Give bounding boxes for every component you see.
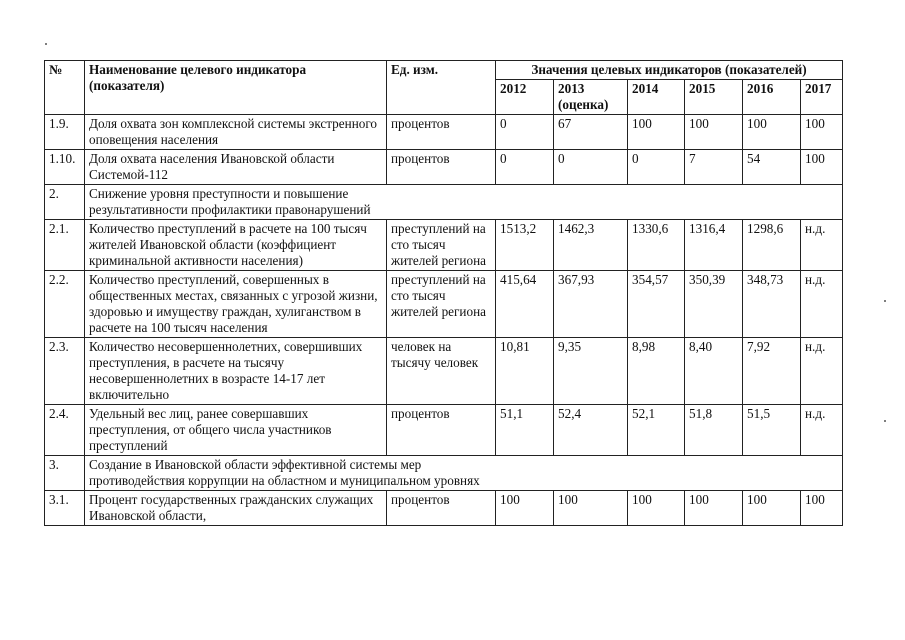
section-num: 3.: [45, 456, 85, 491]
row-name: Количество преступлений в расчете на 100 тысяч жителей Ивановской области (коэффициент криминальной активности населения): [85, 220, 387, 271]
header-year: 2017: [801, 80, 843, 115]
table-row: [45, 405, 843, 456]
row-value: 10,81: [496, 338, 554, 405]
row-value: 100: [628, 491, 685, 526]
row-value: 8,40: [685, 338, 743, 405]
row-unit: преступлений на сто тысяч жителей региона: [387, 271, 496, 338]
header-year: 2013 (оценка): [554, 80, 628, 115]
row-value: 100: [801, 491, 843, 526]
row-value: 0: [496, 150, 554, 185]
row-num: 3.1.: [45, 491, 85, 526]
row-value: 1330,6: [628, 220, 685, 271]
table-header-row: [45, 61, 843, 80]
section-title: [85, 456, 843, 491]
table-row: [45, 220, 843, 271]
row-value: 348,73: [743, 271, 801, 338]
row-unit: процентов: [387, 405, 496, 456]
row-value: 1462,3: [554, 220, 628, 271]
section-title-text: Создание в Ивановской области эффективной системы мер противодействия коррупции на областном и муниципальном уровнях: [89, 457, 480, 488]
row-value: 100: [801, 115, 843, 150]
row-num: 1.10.: [45, 150, 85, 185]
row-value: 52,4: [554, 405, 628, 456]
header-year: 2012: [496, 80, 554, 115]
row-value: 51,1: [496, 405, 554, 456]
row-unit: процентов: [387, 150, 496, 185]
header-name: Наименование целевого индикатора (показателя): [85, 61, 387, 115]
row-value: 0: [554, 150, 628, 185]
row-value: 367,93: [554, 271, 628, 338]
header-values-title: Значения целевых индикаторов (показателей): [496, 61, 843, 80]
section-num: 2.: [45, 185, 85, 220]
row-num: 2.3.: [45, 338, 85, 405]
row-unit: процентов: [387, 491, 496, 526]
row-value: 100: [554, 491, 628, 526]
row-value: 1513,2: [496, 220, 554, 271]
row-value: 350,39: [685, 271, 743, 338]
row-value: 0: [628, 150, 685, 185]
table-row: [45, 271, 843, 338]
row-value: 1316,4: [685, 220, 743, 271]
row-name: Количество преступлений, совершенных в общественных местах, связанных с угрозой жизни, здоровью и имуществу граждан, хулиганством в расчете на 100 тысяч населения: [85, 271, 387, 338]
row-value: 100: [743, 491, 801, 526]
section-row: [45, 185, 843, 220]
table-row: [45, 338, 843, 405]
row-value: 8,98: [628, 338, 685, 405]
section-title: [85, 185, 843, 220]
row-name: Процент государственных гражданских служащих Ивановской области,: [85, 491, 387, 526]
row-value: 7: [685, 150, 743, 185]
header-num: №: [45, 61, 85, 115]
row-value: 100: [685, 115, 743, 150]
header-unit: Ед. изм.: [387, 61, 496, 115]
row-value: 9,35: [554, 338, 628, 405]
row-unit: преступлений на сто тысяч жителей региона: [387, 220, 496, 271]
table-row: [45, 491, 843, 526]
row-value: 100: [801, 150, 843, 185]
scan-speck: [884, 300, 886, 302]
section-title-text: Снижение уровня преступности и повышение результативности профилактики правонарушений: [89, 186, 371, 217]
row-value: 100: [743, 115, 801, 150]
row-unit: процентов: [387, 115, 496, 150]
row-value: 51,8: [685, 405, 743, 456]
row-num: 1.9.: [45, 115, 85, 150]
row-value: 67: [554, 115, 628, 150]
row-value: 52,1: [628, 405, 685, 456]
row-value: н.д.: [801, 338, 843, 405]
row-value: 7,92: [743, 338, 801, 405]
row-value: 54: [743, 150, 801, 185]
row-name: Удельный вес лиц, ранее совершавших преступления, от общего числа участников преступлений: [85, 405, 387, 456]
scan-speck: [45, 43, 47, 45]
header-year: 2015: [685, 80, 743, 115]
row-num: 2.4.: [45, 405, 85, 456]
row-unit: человек на тысячу человек: [387, 338, 496, 405]
row-value: 354,57: [628, 271, 685, 338]
row-name: Количество несовершеннолетних, совершивших преступления, в расчете на тысячу несовершеннолетних в возрасте 14-17 лет включительно: [85, 338, 387, 405]
row-num: 2.2.: [45, 271, 85, 338]
row-value: н.д.: [801, 220, 843, 271]
header-year: 2016: [743, 80, 801, 115]
row-value: 1298,6: [743, 220, 801, 271]
row-value: н.д.: [801, 405, 843, 456]
row-value: 100: [628, 115, 685, 150]
row-value: н.д.: [801, 271, 843, 338]
scan-speck: [884, 420, 886, 422]
row-name: Доля охвата населения Ивановской области Системой-112: [85, 150, 387, 185]
row-name: Доля охвата зон комплексной системы экстренного оповещения населения: [85, 115, 387, 150]
row-value: 415,64: [496, 271, 554, 338]
section-row: [45, 456, 843, 491]
header-year: 2014: [628, 80, 685, 115]
row-value: 51,5: [743, 405, 801, 456]
row-value: 100: [496, 491, 554, 526]
row-value: 0: [496, 115, 554, 150]
row-num: 2.1.: [45, 220, 85, 271]
table-row: [45, 115, 843, 150]
row-value: 100: [685, 491, 743, 526]
table-row: [45, 150, 843, 185]
indicators-table: [44, 60, 843, 526]
